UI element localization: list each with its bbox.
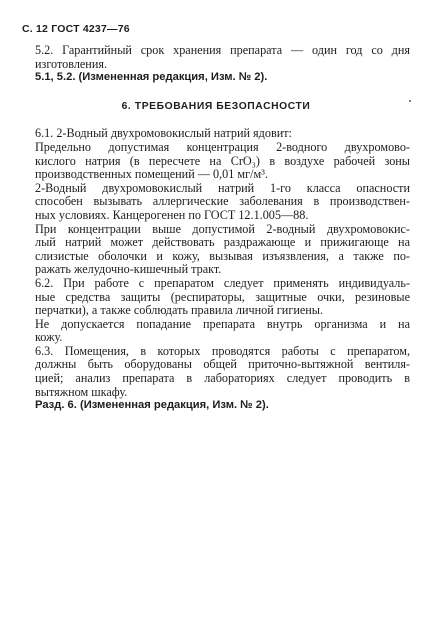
paragraph-p52 <box>22 44 410 71</box>
paragraph-p61_conc <box>22 141 410 182</box>
paragraph-p63 <box>22 345 410 399</box>
paragraph-p61_excess <box>22 223 410 277</box>
text-line: перчатки), а также соблюдать правила личной гигиены. <box>35 303 324 318</box>
text-line: кожу. <box>35 330 63 345</box>
text-line: кислого натрия (в пересчете на CrO₃) в воздухе рабочей зоны <box>35 153 410 168</box>
text-line: ные средства защиты (респираторы, защитные очки, резиновые <box>35 289 410 304</box>
text-line: 2-Водный двухромовокислый натрий 1-го класса опасности <box>35 180 410 195</box>
paragraph-p61_allergy <box>22 182 410 223</box>
text-line: ных условиях. Канцерогенен по ГОСТ 12.1.005—88. <box>35 207 309 222</box>
section-5-paragraphs <box>22 44 410 85</box>
text-line: должны быть оборудованы общей приточно-вытяжной вентиля- <box>35 357 410 372</box>
text-line: 5.2. Гарантийный срок хранения препарата — один год со дня <box>35 43 410 57</box>
text-line: слизистые оболочки и кожу, вызывая изъязвления, а также по- <box>35 248 410 263</box>
text-line: 6.1. 2-Водный двухромовокислый натрий ядовит: <box>35 126 292 141</box>
text-line: способен вызывать аллергические заболевания в производствен- <box>35 194 410 209</box>
paragraph-p62 <box>22 277 410 318</box>
text-line: При концентрации выше допустимой 2-водный двухромовокис- <box>35 221 410 236</box>
text-line: производственных помещений — 0,01 мг/м³. <box>35 167 268 182</box>
text-line: 6.3. Помещения, в которых проводятся работы с препаратом, <box>35 343 410 358</box>
paragraph-p51_52 <box>22 71 410 85</box>
text-line: Предельно допустимая концентрация 2-водного двухромово- <box>35 139 410 154</box>
section-title: 6. ТРЕБОВАНИЯ БЕЗОПАСНОСТИ <box>121 100 311 112</box>
text-line: 5.1, 5.2. (Измененная редакция, Изм. № 2). <box>35 71 268 84</box>
text-line: Разд. 6. (Измененная редакция, Изм. № 2). <box>35 399 269 412</box>
paragraph-p61 <box>22 127 410 141</box>
paragraph-p6_amend <box>22 399 410 413</box>
page-header: С. 12 ГОСТ 4237—76 <box>22 23 130 35</box>
paragraph-p62_skin <box>22 318 410 345</box>
text-line: Не допускается попадание препарата внутрь организма и на <box>35 316 410 331</box>
text-line: лый натрий может действовать раздражающе и прижигающе на <box>35 235 410 250</box>
section-6-paragraphs <box>22 127 410 412</box>
text-line: вытяжном шкафу. <box>35 384 128 399</box>
text-line: изготовления. <box>35 56 108 71</box>
text-line: 6.2. При работе с препаратом следует применять индивидуаль- <box>35 275 410 290</box>
text-line: цией; анализ препарата в лабораториях следует проводить в <box>35 371 410 386</box>
document-body <box>22 44 410 413</box>
text-line: ражать желудочно-кишечный тракт. <box>35 262 222 277</box>
